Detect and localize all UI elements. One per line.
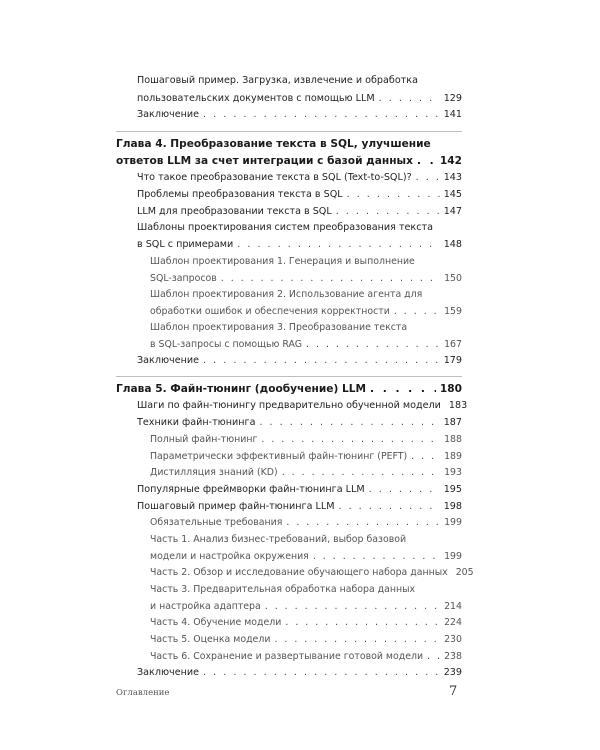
toc-subentry-title: обработки ошибок и обеспечения корректности [150,306,390,317]
running-footer-label: Оглавление [116,688,170,698]
toc-page-number: 199 [444,551,462,562]
dot-leader [285,614,440,631]
toc-entry-line: Пошаговый пример. Загрузка, извлечение и обработка [137,75,418,86]
toc-subentry-title: и настройка адаптера [150,601,261,612]
toc-page-number: 230 [444,634,462,645]
toc-entry-title: в SQL с примерами [137,239,234,250]
toc-subentry-line: Шаблон проектирования 1. Генерация и выполнение [150,256,415,267]
toc-page-number: 205 [455,567,474,578]
toc-subentry-line: Шаблон проектирования 2. Использование агента для [150,289,423,300]
toc-subentry [150,270,462,287]
dot-leader [261,431,440,448]
toc-subentry-title: Обязательные требования [150,517,283,528]
toc-subentry [150,464,462,481]
toc-page-number: 189 [444,451,462,462]
toc-page-number: 239 [443,667,462,678]
toc-entry-title: Заключение [137,355,200,366]
toc-entry-title: Заключение [137,667,200,678]
toc-subentry-title: Дистилляция знаний (KD) [150,467,278,478]
toc-entry [137,186,462,203]
toc-subentry-title: Часть 5. Оценка модели [150,634,271,645]
toc-page-number: 198 [443,501,462,512]
toc-subentry-line: Шаблон проектирования 3. Преобразование текста [150,322,408,333]
folio-page-number: 7 [449,684,458,699]
toc-subentry-title: Часть 2. Обзор и исследование обучающего набора данных [150,567,448,578]
dot-leader [338,498,439,515]
toc-subentry [150,514,462,531]
dot-leader [379,90,440,107]
toc-subentry [150,548,462,565]
toc-entry-title: Популярные фреймворки файн-тюнинга LLM [137,484,365,495]
toc-subentry [150,648,462,665]
dot-leader [427,648,440,665]
section-divider [116,131,462,132]
toc-page-number: 145 [443,189,462,200]
dot-leader [416,169,440,186]
toc-entry [137,203,462,220]
toc-entry [137,664,462,681]
toc-page-number: 143 [443,172,462,183]
dot-leader [203,352,440,369]
toc-entry-title: Что такое преобразование текста в SQL (Text-to-SQL)? [137,172,412,183]
toc-page-number: 224 [444,617,462,628]
toc-entry [137,481,462,498]
toc-entry [137,352,462,369]
toc-entry-title: пользовательских документов с помощью LLM [137,93,375,104]
toc-entry [137,414,462,431]
toc-subentry [150,598,462,615]
dot-leader [286,514,440,531]
toc-subentry-title: Часть 6. Сохранение и развертывание готовой модели [150,651,424,662]
toc-entry-title: Проблемы преобразования текста в SQL [137,189,343,200]
toc-entry-title: Шаги по файн-тюнингу предварительно обученной модели [137,400,441,411]
dot-leader [369,481,440,498]
dot-leader [336,203,440,220]
toc-entry-line: Шаблоны проектирования систем преобразования текста [137,222,433,233]
toc-subentry-line: Часть 1. Анализ бизнес-требований, выбор базовой [150,534,407,545]
toc-entry-title: LLM для преобразовании текста в SQL [137,206,332,217]
dot-leader [265,598,440,615]
toc-subentry [150,564,474,581]
dot-leader [313,548,440,565]
toc-subentry-title: Параметрически эффективный файн-тюнинг (PEFT) [150,451,408,462]
toc-page-number: 195 [443,484,462,495]
toc-subentry-line: Часть 3. Предварительная обработка набора данных [150,584,416,595]
toc-subentry [150,303,462,320]
toc-page-number: 238 [444,651,462,662]
dot-leader [203,664,440,681]
toc-entry-title: Пошаговый пример файн-тюнинга LLM [137,501,335,512]
toc-entry [137,236,462,253]
dot-leader [221,270,440,287]
toc-subentry-title: Часть 4. Обучение модели [150,617,282,628]
dot-leader [306,336,440,353]
chapter-entry [116,153,462,170]
dot-leader [411,448,440,465]
dot-leader [237,236,439,253]
chapter-title: Глава 5. Файн-тюнинг (дообучение) LLM [116,383,367,395]
dot-leader [203,106,440,123]
toc-subentry-title: в SQL-запросы с помощью RAG [150,339,303,350]
dot-leader [259,414,439,431]
toc-entry [137,169,462,186]
toc-subentry [150,614,462,631]
dot-leader [370,381,436,398]
toc-subentry-title: Полный файн-тюнинг [150,434,258,445]
dot-leader [394,303,440,320]
toc-page-number: 179 [443,355,462,366]
toc-page-number: 187 [443,417,462,428]
chapter-title: ответов LLM за счет интеграции с базой данных [116,155,413,167]
toc-page-number: 148 [443,239,462,250]
toc-subentry-title: модели и настройка окружения [150,551,309,562]
chapter-entry [116,381,462,398]
toc-entry [137,397,468,414]
toc-page-number: 193 [444,467,462,478]
toc-entry [137,498,462,515]
toc-page-number: 141 [443,109,462,120]
toc-page-number: 188 [444,434,462,445]
toc-entry [137,106,462,123]
toc-page-number: 214 [444,601,462,612]
dot-leader [417,153,436,170]
toc-entry [137,90,462,107]
toc-entry-title: Техники файн-тюнинга [137,417,256,428]
chapter-page-number: 142 [439,155,462,167]
toc-page-number: 183 [448,400,468,411]
toc-page-number: 129 [443,93,462,104]
toc-entry-title: Заключение [137,109,200,120]
toc-subentry-title: SQL-запросов [150,273,217,284]
chapter-title-line: Глава 4. Преобразование текста в SQL, улучшение [116,138,431,150]
toc-subentry [150,336,462,353]
dot-leader [347,186,440,203]
toc-page-number: 199 [444,517,462,528]
section-divider [116,376,462,377]
toc-page-number: 159 [444,306,462,317]
toc-subentry [150,448,462,465]
toc-subentry [150,431,462,448]
dot-leader [274,631,440,648]
dot-leader [282,464,440,481]
toc-subentry [150,631,462,648]
toc-page-number: 150 [444,273,462,284]
toc-page-number: 167 [444,339,462,350]
chapter-page-number: 180 [439,383,462,395]
toc-page-number: 147 [443,206,462,217]
